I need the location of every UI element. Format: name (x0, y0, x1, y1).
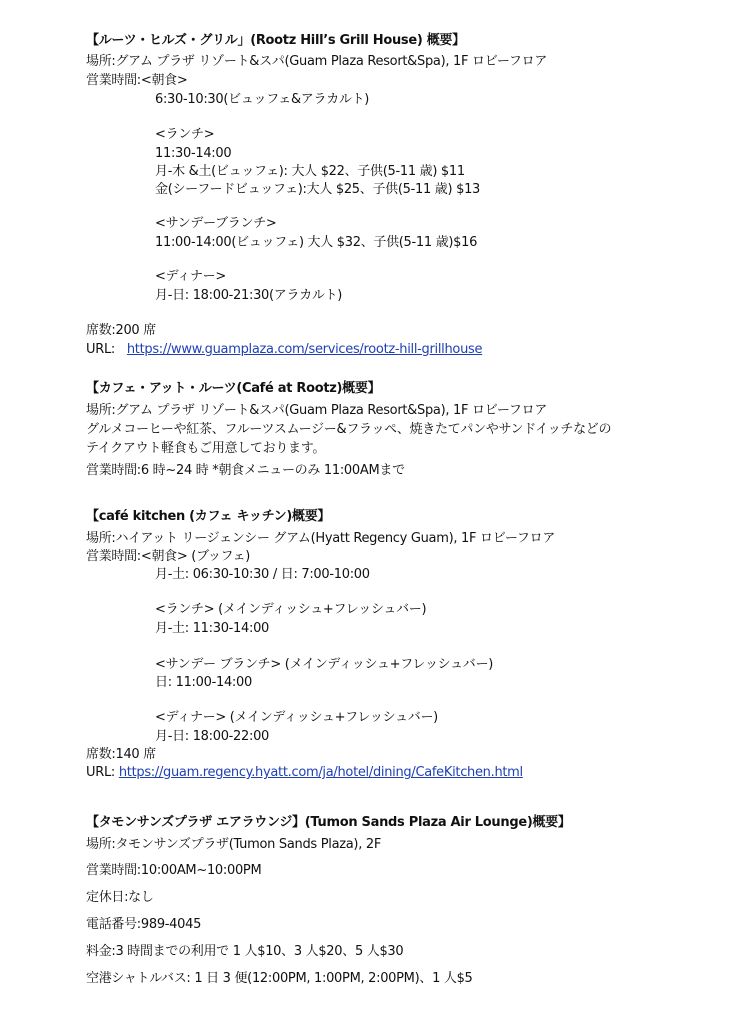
cafe-kitchen-location: 場所:ハイアット リージェンシー グアム(Hyatt Regency Guam), 1F ロビーフロア (86, 531, 556, 546)
cafe-kitchen-dinner-time: 月-日: 18:00-22:00 (155, 729, 270, 744)
rootz-dinner-label: <ディナー> (155, 269, 226, 284)
rootz-lunch-time: 11:30-14:00 (155, 146, 232, 161)
tumon-shuttle: 空港シャトルバス: 1 日 3 便(12:00PM, 1:00PM, 2:00PM)、1 人$5 (86, 971, 473, 986)
cafe-rootz-heading: 【カフェ・アット・ルーツ(Café at Rootz)概要】 (86, 381, 381, 396)
cafe-kitchen-url-row (86, 764, 523, 781)
cafe-kitchen-breakfast-time: 月-土: 06:30-10:30 / 日: 7:00-10:00 (155, 567, 370, 582)
rootz-sunday-time: 11:00-14:00(ビュッフェ) 大人 $32、子供(5-11 歳)$16 (155, 235, 478, 250)
cafe-kitchen-sunday-label: <サンデー ブランチ> (メインディッシュ+フレッシュバー) (155, 657, 493, 672)
rootz-location: 場所:グアム プラザ リゾート&スパ(Guam Plaza Resort&Spa), 1F ロビーフロア (86, 54, 548, 69)
rootz-seats: 席数:200 席 (86, 323, 156, 338)
tumon-location: 場所:タモンサンズプラザ(Tumon Sands Plaza), 2F (86, 837, 382, 852)
tumon-fee: 料金:3 時間までの利用で 1 人$10、3 人$20、5 人$30 (86, 944, 404, 959)
rootz-url-link[interactable]: https://www.guamplaza.com/services/rootz-hill-grillhouse (126, 342, 483, 357)
tumon-closed-days: 定休日:なし (86, 890, 154, 905)
rootz-heading: 【ルーツ・ヒルズ・グリル」(Rootz Hill’s Grill House) 概要】 (86, 33, 465, 48)
cafe-kitchen-lunch-time: 月-土: 11:30-14:00 (155, 621, 270, 636)
cafe-rootz-description-1: グルメコーヒーや紅茶、フルーツスムージー&フラッペ、焼きたてパンやサンドイッチなどの (86, 422, 612, 437)
cafe-kitchen-seats: 席数:140 席 (86, 747, 156, 762)
rootz-lunch-price-weekday: 月-木 &土(ビュッフェ): 大人 $22、子供(5-11 歳) $11 (155, 164, 465, 179)
rootz-url-row (86, 341, 482, 358)
cafe-kitchen-heading: 【café kitchen (カフェ キッチン)概要】 (86, 509, 331, 524)
cafe-kitchen-url-label: URL: (86, 765, 115, 780)
cafe-kitchen-lunch-label: <ランチ> (メインディッシュ+フレッシュバー) (155, 602, 427, 617)
rootz-dinner-time: 月-日: 18:00-21:30(アラカルト) (155, 288, 343, 303)
rootz-hours-label: 営業時間:<朝食> (86, 73, 188, 88)
rootz-url-label: URL: (86, 342, 115, 357)
cafe-kitchen-dinner-label: <ディナー> (メインディッシュ+フレッシュバー) (155, 710, 438, 725)
cafe-rootz-description-2: テイクアウト軽食もご用意しております。 (86, 441, 326, 456)
tumon-heading: 【タモンサンズプラザ エアラウンジ】(Tumon Sands Plaza Air Lounge)概要】 (86, 815, 571, 830)
cafe-rootz-location: 場所:グアム プラザ リゾート&スパ(Guam Plaza Resort&Spa), 1F ロビーフロア (86, 403, 548, 418)
cafe-kitchen-url-link[interactable]: https://guam.regency.hyatt.com/ja/hotel/dining/CafeKitchen.html (118, 765, 523, 780)
cafe-kitchen-hours-label: 営業時間:<朝食> (ブッフェ) (86, 549, 251, 564)
tumon-hours: 営業時間:10:00AM~10:00PM (86, 863, 262, 878)
cafe-kitchen-sunday-time: 日: 11:00-14:00 (155, 675, 252, 690)
rootz-lunch-price-friday: 金(シーフードビュッフェ):大人 $25、子供(5-11 歳) $13 (155, 182, 481, 197)
rootz-lunch-label: <ランチ> (155, 127, 215, 142)
tumon-phone: 電話番号:989-4045 (86, 917, 202, 932)
rootz-sunday-label: <サンデーブランチ> (155, 216, 277, 231)
cafe-rootz-hours: 営業時間:6 時~24 時 *朝食メニューのみ 11:00AMまで (86, 463, 405, 478)
rootz-breakfast-time: 6:30-10:30(ビュッフェ&アラカルト) (155, 92, 370, 107)
